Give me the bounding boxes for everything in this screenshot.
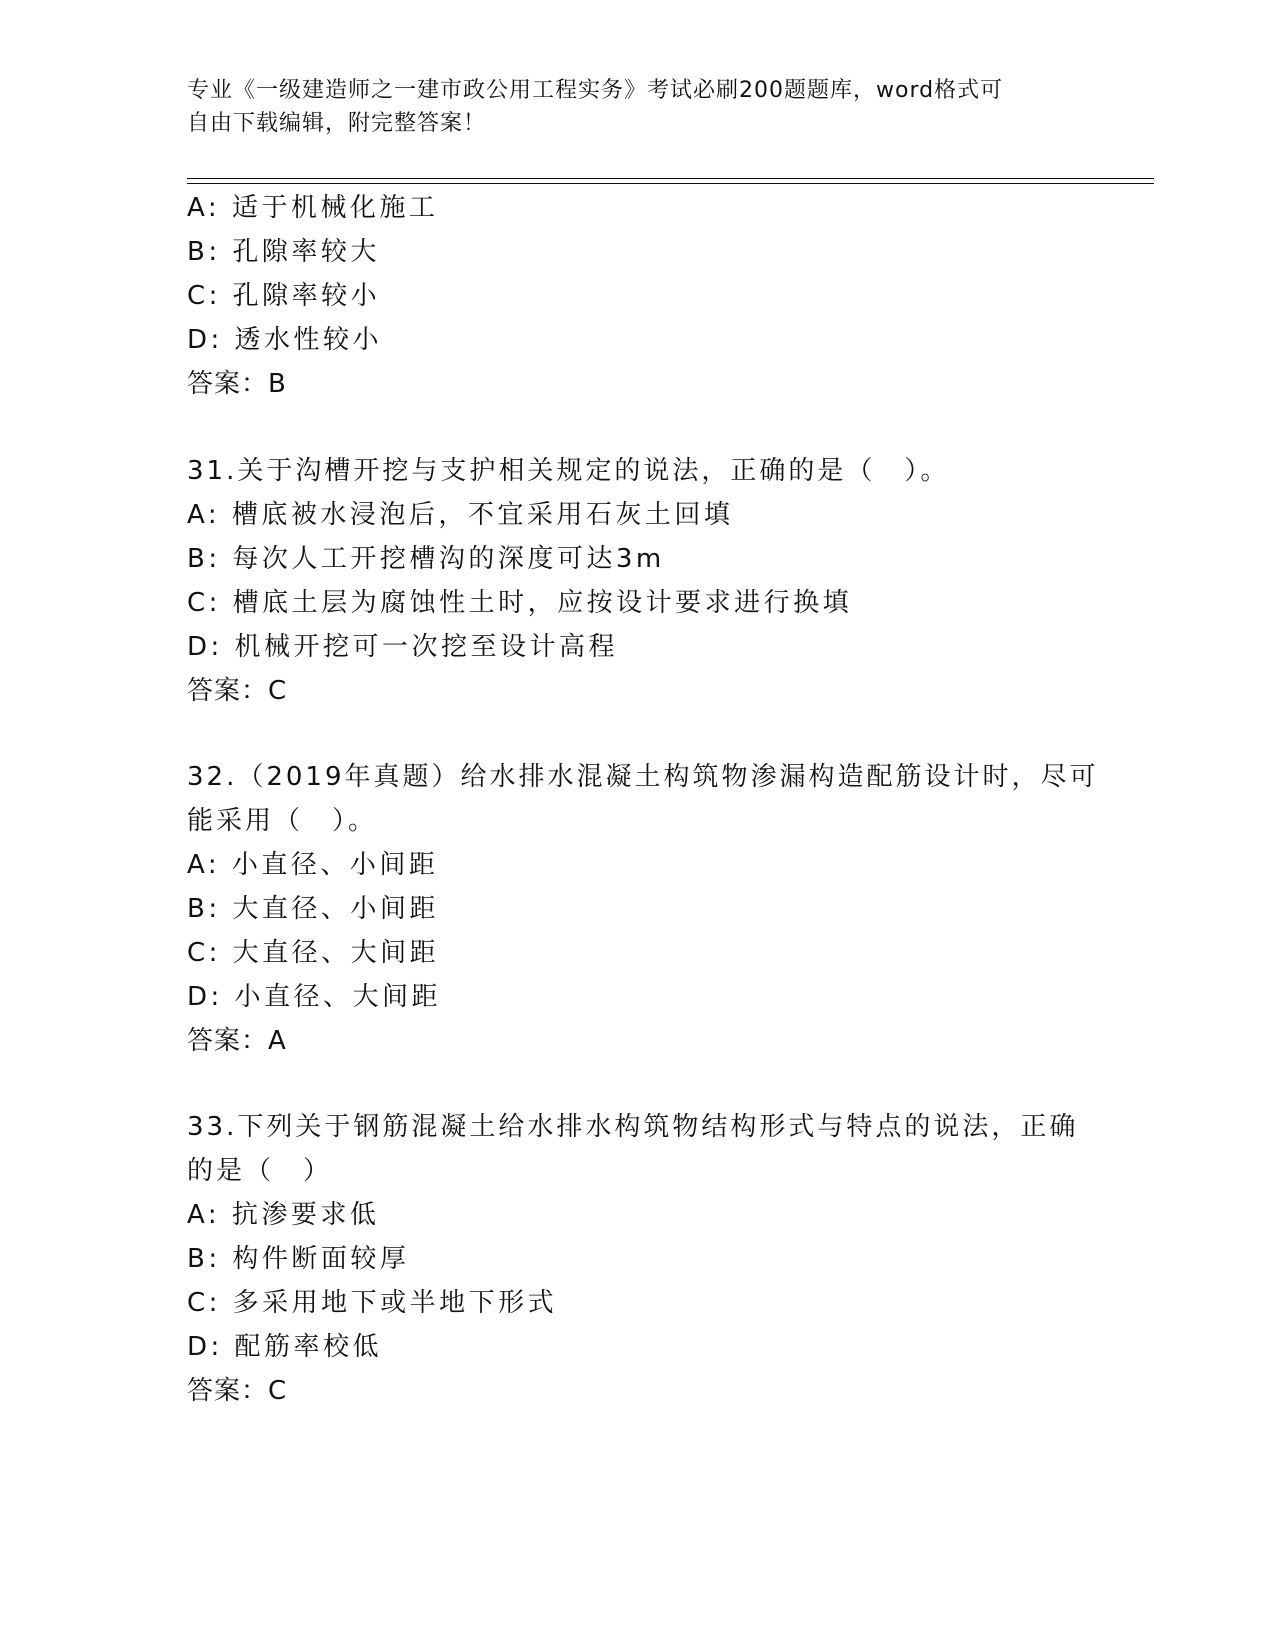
prev-answer: 答案：B [187, 369, 287, 399]
q33-stem-line-2: 的是（ ） [187, 1156, 333, 1186]
header-line-2: 自由下载编辑，附完整答案！ [187, 111, 487, 136]
q31-option-b: B: 每次人工开挖槽沟的深度可达3m [187, 544, 665, 574]
q31-option-d: D: 机械开挖可一次挖至设计高程 [187, 632, 619, 662]
prev-option-d: D: 透水性较小 [187, 325, 383, 355]
prev-option-a: A: 适于机械化施工 [187, 193, 439, 223]
q31-stem: 31.关于沟槽开挖与支护相关规定的说法，正确的是（ ）。 [187, 456, 950, 486]
q33-option-c: C: 多采用地下或半地下形式 [187, 1288, 558, 1318]
q31-option-c: C: 槽底土层为腐蚀性土时，应按设计要求进行换填 [187, 588, 853, 618]
prev-option-c: C: 孔隙率较小 [187, 281, 381, 311]
q32-option-d: D: 小直径、大间距 [187, 982, 442, 1012]
q32-answer: 答案：A [187, 1026, 287, 1056]
header-divider-top [187, 178, 1154, 179]
prev-option-b: B: 孔隙率较大 [187, 237, 380, 267]
q32-stem-line-1: 32.（2019年真题）给水排水混凝土构筑物渗漏构造配筋设计时，尽可 [187, 762, 1099, 792]
q32-option-a: A: 小直径、小间距 [187, 850, 439, 880]
header-divider-bottom [187, 183, 1154, 184]
q33-stem-line-1: 33.下列关于钢筋混凝土给水排水构筑物结构形式与特点的说法，正确 [187, 1112, 1079, 1142]
q33-option-b: B: 构件断面较厚 [187, 1244, 410, 1274]
q31-option-a: A: 槽底被水浸泡后，不宜采用石灰土回填 [187, 500, 734, 530]
q31-answer: 答案：C [187, 676, 288, 706]
q33-option-d: D: 配筋率校低 [187, 1332, 383, 1362]
q32-stem-line-2: 能采用（ ）。 [187, 806, 378, 836]
q32-option-b: B: 大直径、小间距 [187, 894, 439, 924]
q33-option-a: A: 抗渗要求低 [187, 1200, 380, 1230]
q32-option-c: C: 大直径、大间距 [187, 938, 440, 968]
q33-answer: 答案：C [187, 1376, 288, 1406]
document-header [187, 74, 1087, 140]
header-line-1: 专业《一级建造师之一建市政公用工程实务》考试必刷200题题库，word格式可 [187, 78, 1004, 103]
